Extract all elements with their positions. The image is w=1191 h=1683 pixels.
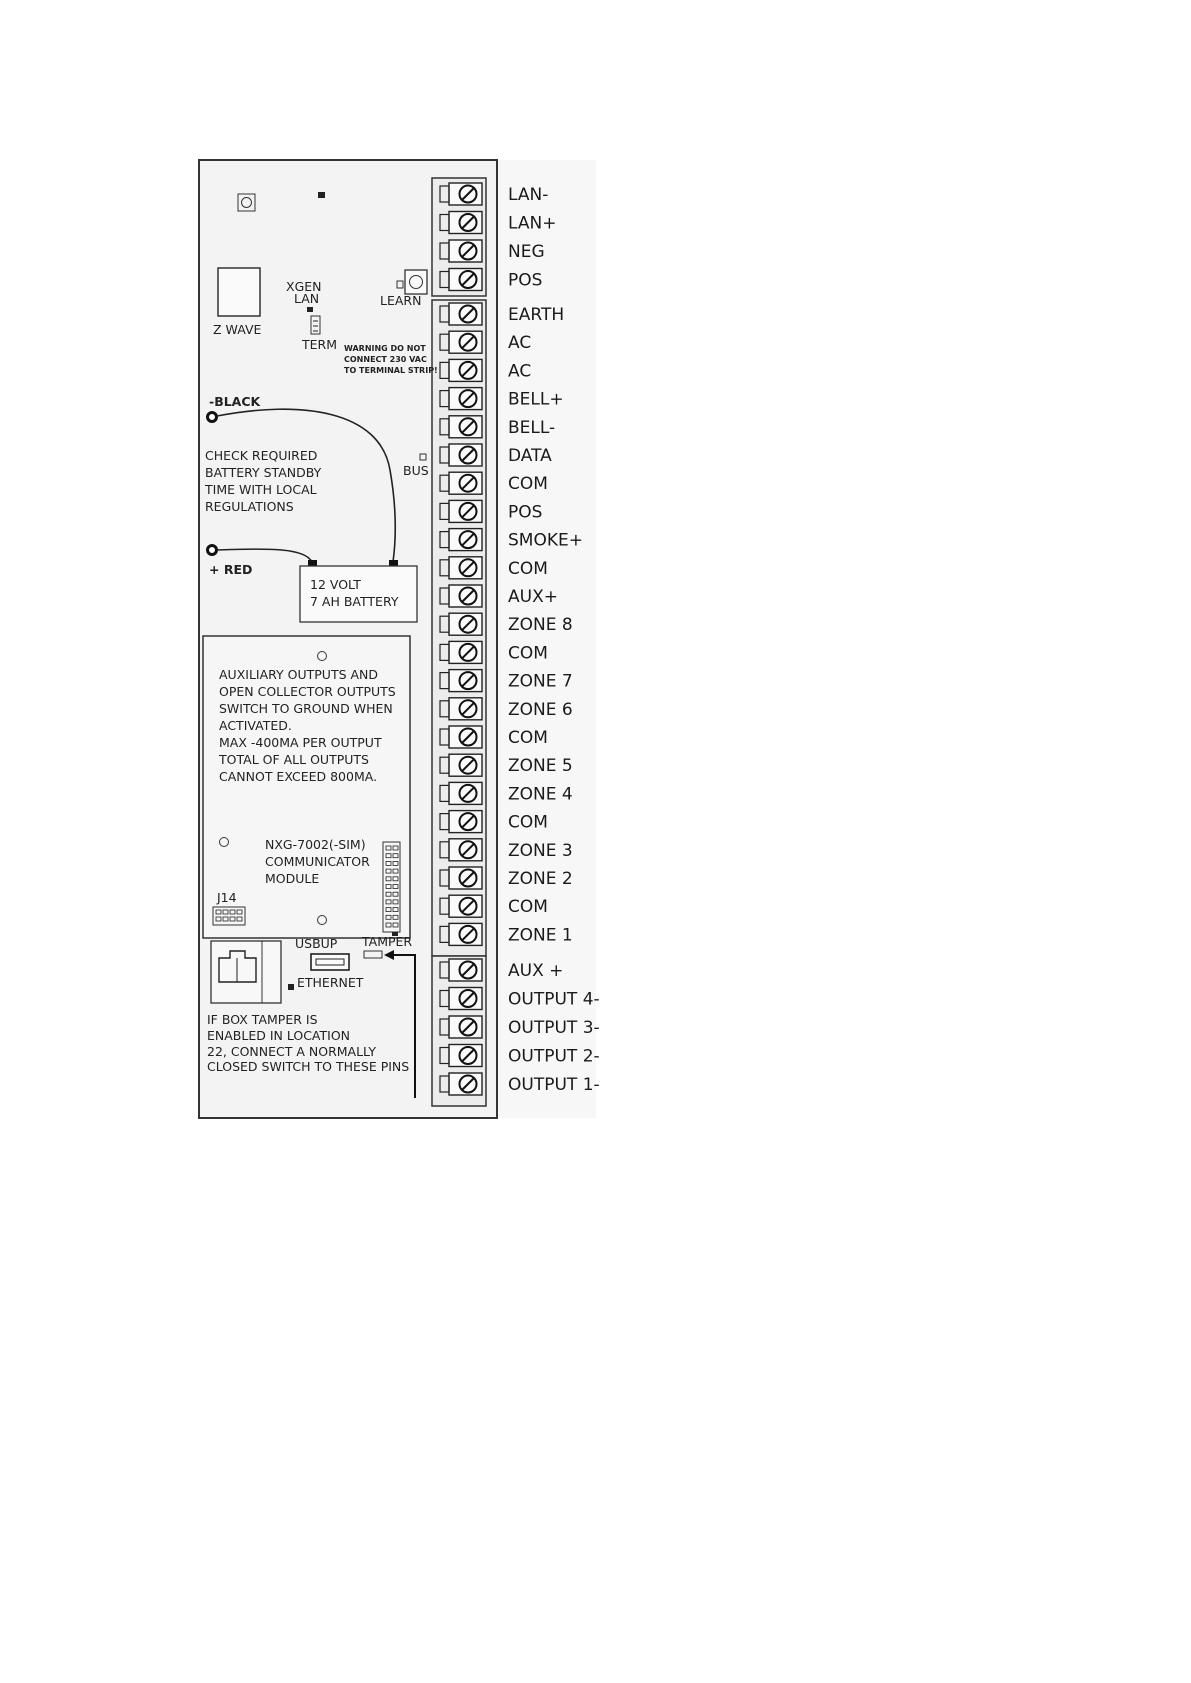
terminal-label: ZONE 8: [508, 615, 573, 636]
red-terminal-icon: [208, 546, 217, 555]
terminal-label: OUTPUT 2-: [508, 1046, 600, 1067]
battery-note-line-1: CHECK REQUIRED: [205, 448, 318, 463]
ethernet-label: ETHERNET: [297, 975, 364, 990]
lan-jumper-icon: [307, 307, 313, 312]
battery-line-2: 7 AH BATTERY: [310, 594, 399, 609]
terminal-label: ZONE 7: [508, 671, 573, 692]
terminal-label: COM: [508, 897, 548, 918]
module-note-line-3: SWITCH TO GROUND WHEN: [219, 701, 393, 716]
terminal-label: COM: [508, 643, 548, 664]
terminal-label: ZONE 5: [508, 756, 573, 777]
terminal-label: SMOKE+: [508, 530, 583, 551]
module-note-line-5: MAX -400MA PER OUTPUT: [219, 735, 382, 750]
black-terminal-icon: [208, 413, 217, 422]
battery-note-line-4: REGULATIONS: [205, 499, 294, 514]
terminal-label: OUTPUT 3-: [508, 1018, 600, 1038]
terminal-label: AUX +: [508, 961, 564, 981]
terminal-label: AUX+: [508, 587, 558, 607]
warning-line-1: WARNING DO NOT: [344, 344, 426, 353]
j14-label: J14: [217, 890, 237, 905]
terminal-label: ZONE 6: [508, 699, 573, 720]
learn-label: LEARN: [380, 293, 422, 308]
terminal-label: ZONE 2: [508, 869, 573, 889]
terminal-label: ZONE 1: [508, 925, 573, 946]
module-note-line-6: TOTAL OF ALL OUTPUTS: [219, 752, 369, 767]
terminal-label: OUTPUT 1-: [508, 1075, 600, 1095]
module-note-line-4: ACTIVATED.: [219, 718, 292, 733]
warning-line-3: TO TERMINAL STRIP!: [344, 366, 438, 375]
terminal-label: AC: [508, 361, 532, 382]
terminal-label: ZONE 3: [508, 840, 573, 861]
terminal-label: ZONE 4: [508, 784, 573, 805]
terminal-label: OUTPUT 4-: [508, 989, 600, 1010]
terminal-label: POS: [508, 502, 543, 523]
terminal-label: BELL-: [508, 417, 556, 438]
terminal-label: POS: [508, 270, 543, 291]
ethernet-jack-outline: [211, 941, 281, 1003]
learn-button: [405, 270, 427, 294]
tamper-note-line-4: CLOSED SWITCH TO THESE PINS: [207, 1059, 410, 1074]
tamper-note-line-1: IF BOX TAMPER IS: [207, 1012, 318, 1027]
black-lead-connector: [389, 560, 398, 566]
bus-label: BUS: [403, 463, 429, 478]
warning-line-2: CONNECT 230 VAC: [344, 355, 427, 364]
module-name-line-2: COMMUNICATOR: [265, 854, 370, 869]
tamper-note-line-3: 22, CONNECT A NORMALLY: [207, 1044, 376, 1059]
usb-port-icon: [311, 954, 349, 970]
z-wave-label: Z WAVE: [213, 322, 262, 337]
red-lead-connector: [308, 560, 317, 566]
module-note-line-1: AUXILIARY OUTPUTS AND: [219, 667, 379, 682]
tamper-label: TAMPER: [362, 934, 413, 949]
terminal-label: LAN-: [508, 185, 549, 205]
battery-note-line-3: TIME WITH LOCAL: [205, 482, 317, 497]
battery-line-1: 12 VOLT: [310, 577, 361, 592]
terminal-label: EARTH: [508, 305, 565, 325]
terminal-label: COM: [508, 558, 548, 579]
ethernet-led-icon: [288, 984, 294, 990]
xgen-label: XGEN: [286, 279, 322, 294]
tamper-note-line-2: ENABLED IN LOCATION: [207, 1028, 351, 1043]
led-icon: [318, 192, 325, 198]
battery-note-line-2: BATTERY STANDBY: [205, 465, 322, 480]
module-note-line-2: OPEN COLLECTOR OUTPUTS: [219, 684, 396, 699]
module-note-line-7: CANNOT EXCEED 800MA.: [219, 769, 378, 784]
terminal-strip: [432, 178, 486, 1106]
terminal-label: DATA: [508, 446, 552, 466]
z-wave-module: [218, 268, 260, 316]
lan-label: LAN: [294, 291, 320, 306]
terminal-label: LAN+: [508, 213, 557, 234]
red-lead-label: + RED: [209, 562, 253, 577]
term-label: TERM: [302, 337, 338, 352]
module-name-line-3: MODULE: [265, 871, 320, 886]
terminal-label: AC: [508, 333, 532, 354]
usbup-label: USBUP: [295, 936, 338, 951]
communicator-module: [203, 636, 410, 938]
module-name-line-1: NXG-7002(-SIM): [265, 837, 366, 852]
terminal-label: NEG: [508, 242, 545, 262]
terminal-label: BELL+: [508, 389, 564, 410]
terminal-label: COM: [508, 812, 548, 833]
terminal-label: COM: [508, 474, 548, 495]
black-lead-label: -BLACK: [209, 394, 261, 409]
terminal-label: COM: [508, 728, 548, 748]
